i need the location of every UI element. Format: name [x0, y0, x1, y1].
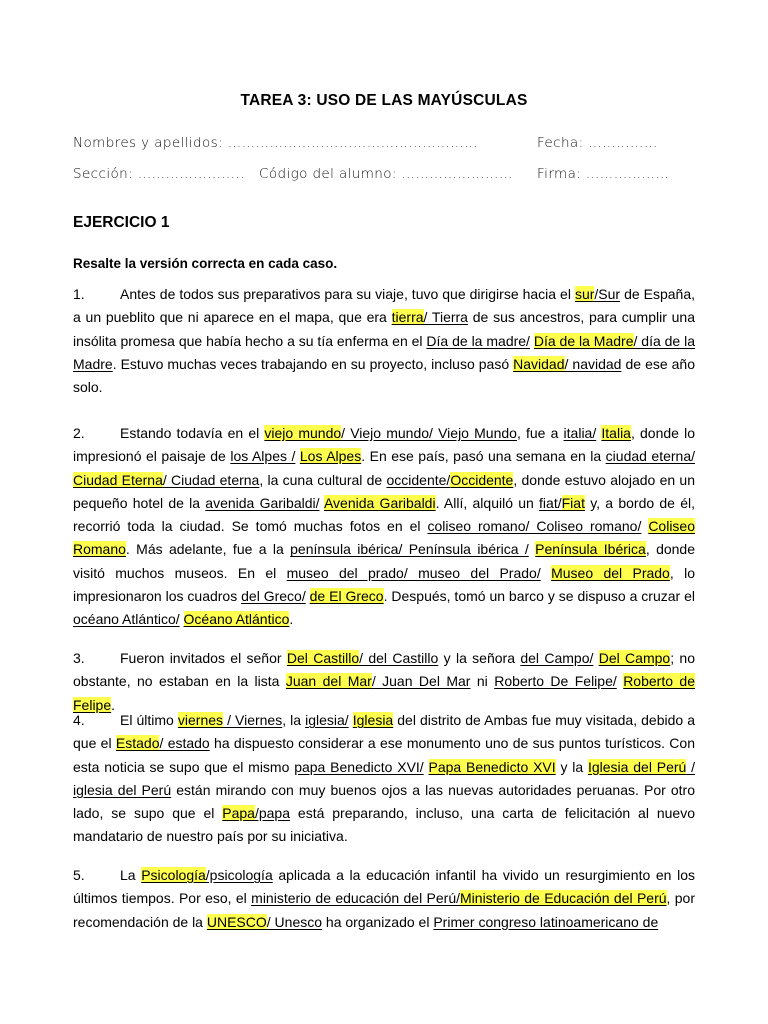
- exercise-title: EJERCICIO 1: [73, 214, 170, 231]
- underlined-option: Primer congreso latinoamericano de: [433, 913, 659, 930]
- paragraph-text: aplicada a la educación infantil ha vivido un resurgimiento en los últimos tiempos. Por eso, el: [73, 867, 695, 907]
- paragraph-text: de España, a un pueblito que ni aparece en el mapa, que era: [73, 286, 695, 326]
- highlighted-answer: tierra: [391, 309, 424, 326]
- underlined-option: iglesia/: [305, 712, 349, 728]
- paragraph-1: [73, 283, 695, 399]
- paragraph-text: [424, 759, 429, 775]
- underlined-option: / Juan Del Mar: [371, 673, 471, 690]
- paragraph-text: .: [289, 611, 294, 628]
- highlighted-answer: Iglesia: [352, 712, 394, 728]
- underlined-option: /papa: [254, 805, 291, 822]
- paragraph-text: . Estuvo muchas veces trabajando en su proyecto, incluso pasó: [112, 355, 514, 372]
- paragraph-text: está preparando, incluso, una carta de felicitación al nuevo mandatario de nuestro país por su iniciativa.: [73, 805, 695, 845]
- highlighted-answer: Día de la Madre: [533, 332, 634, 349]
- highlighted-answer: Avenida Garibaldi: [323, 494, 436, 511]
- paragraph-text: ; no obstante, no estaban en la lista: [73, 650, 696, 690]
- highlighted-answer: Papa Benedicto XVI: [428, 758, 556, 775]
- paragraph-text: , fue a: [516, 425, 564, 441]
- underlined-option: museo del prado/ museo del Prado/: [286, 564, 541, 581]
- paragraph-text: y la señora: [438, 650, 521, 666]
- highlighted-answer: Los Alpes: [299, 448, 362, 465]
- paragraph-text: Fueron invitados el señor: [120, 650, 287, 666]
- instruction-text: Resalte la versión correcta en cada caso.: [73, 256, 338, 271]
- paragraph-text: , donde visitó muchos museos. En el: [73, 541, 696, 581]
- paragraph-text: ha dispuesto considerar a ese monumento uno de sus puntos turísticos. Con esta noticia se supo que el mismo: [73, 735, 695, 775]
- section-field: Sección: ……………........: [73, 166, 245, 182]
- highlighted-answer: viejo mundo: [264, 425, 342, 441]
- paragraph-number: 1.: [73, 286, 85, 302]
- highlighted-answer: Península Ibérica: [535, 541, 646, 558]
- underlined-option: /Sur: [594, 286, 621, 302]
- paragraph-text: La: [120, 867, 142, 883]
- underlined-option: del Greco/: [241, 588, 306, 605]
- paragraph-text: y la: [555, 758, 588, 775]
- paragraph-text: del distrito de Ambas fue muy visitada, debido a que el: [73, 712, 695, 752]
- underlined-option: papa Benedicto XVI/: [294, 758, 424, 775]
- paragraph-text: , por recomendación de la: [73, 890, 696, 930]
- paragraph-text: de sus ancestros, para cumplir una insólita promesa que había hecho a su tía enferma en el: [73, 309, 696, 349]
- paragraph-text: [180, 611, 184, 627]
- paragraph-text: [541, 565, 551, 581]
- highlighted-answer: Museo del Prado: [551, 564, 670, 581]
- paragraph-text: Antes de todos sus preparativos para su viaje, tuvo que dirigirse hacia el: [120, 286, 575, 302]
- paragraph-number: 2.: [73, 425, 85, 441]
- underlined-option: Roberto De Felipe/: [494, 673, 617, 690]
- paragraph-3: [73, 647, 695, 717]
- paragraph-text: , donde lo impresionó el paisaje de: [73, 425, 695, 465]
- underlined-option: / Viernes: [223, 712, 283, 728]
- paragraph-text: , lo impresionaron los cuadros: [73, 564, 695, 605]
- highlighted-answer: Roberto de Felipe: [73, 673, 695, 713]
- highlighted-answer: UNESCO: [206, 913, 267, 930]
- underlined-option: ministerio de educación del Perú/: [251, 890, 461, 907]
- highlighted-answer: viernes: [177, 712, 224, 728]
- paragraph-text: . Después, tomó un barco y se dispuso a cruzar el: [383, 588, 695, 605]
- paragraph-text: . En ese país, pasó una semana en la: [361, 448, 606, 465]
- highlighted-answer: Psicología: [141, 867, 206, 883]
- paragraph-2: [73, 422, 695, 632]
- underlined-option: / estado: [159, 735, 210, 752]
- highlighted-answer: de El Greco: [309, 588, 384, 605]
- paragraph-text: , la cuna cultural de: [259, 471, 387, 488]
- highlighted-answer: Del Campo: [598, 650, 671, 666]
- paragraph-text: ni: [470, 673, 495, 690]
- highlighted-answer: Ciudad Eterna: [73, 471, 163, 488]
- highlighted-answer: Papa: [222, 805, 255, 822]
- highlighted-answer: sur: [574, 286, 595, 302]
- underlined-option: italia/: [563, 425, 597, 441]
- underlined-option: coliseo romano/ Coliseo romano/: [427, 518, 642, 535]
- highlighted-answer: Océano Atlántico: [183, 611, 290, 628]
- highlighted-answer: Fiat: [561, 494, 585, 511]
- underlined-option: avenida Garibaldi/: [205, 494, 320, 511]
- underlined-option: península ibérica/ Península ibérica /: [290, 541, 529, 558]
- underlined-option: Día de la madre/: [426, 332, 530, 349]
- highlighted-answer: Iglesia del Perú: [587, 758, 687, 775]
- underlined-option: ciudad eterna/: [605, 448, 696, 465]
- underlined-option: occidente/: [386, 471, 451, 488]
- underlined-option: / Tierra: [423, 309, 468, 326]
- page-title: TAREA 3: USO DE LAS MAYÚSCULAS: [240, 92, 528, 109]
- underlined-option: fiat/: [539, 494, 562, 511]
- highlighted-answer: Occidente: [450, 471, 514, 488]
- underlined-option: / Ciudad eterna: [162, 471, 260, 488]
- signature-field: Firma: ………………: [537, 166, 670, 182]
- highlighted-answer: Navidad: [513, 355, 565, 372]
- paragraph-text: [593, 650, 598, 666]
- student-code-field: Código del alumno: ……………………: [259, 166, 513, 182]
- names-field: Nombres y apellidos: ………………………………………………: [73, 135, 478, 151]
- underlined-option: océano Atlántico/: [73, 611, 180, 628]
- paragraph-text: , donde estuvo alojado en un pequeño hotel de la: [73, 471, 696, 511]
- date-field: Fecha: ……………: [537, 135, 658, 151]
- highlighted-answer: Coliseo Romano: [73, 518, 696, 558]
- underlined-option: /psicología: [205, 867, 273, 883]
- underlined-option: / iglesia del Perú: [73, 758, 696, 798]
- underlined-option: / Unesco: [266, 913, 323, 930]
- paragraph-text: y, a bordo de él, recorrió toda la ciudad. Se tomó muchas fotos en el: [73, 494, 695, 535]
- highlighted-answer: Del Castillo: [286, 650, 360, 666]
- paragraph-text: ha organizado el: [322, 913, 434, 930]
- paragraph-5: [73, 864, 695, 934]
- paragraph-text: están mirando con muy buenos ojos a las nuevas autoridades peruanas. Por otro lado, se supo que el: [73, 781, 695, 822]
- paragraph-text: de ese año solo.: [73, 355, 696, 396]
- highlighted-answer: Italia: [601, 425, 631, 441]
- underlined-option: / día de la Madre: [73, 332, 696, 372]
- underlined-option: del Campo/: [520, 650, 594, 666]
- paragraph-number: 4.: [73, 712, 85, 728]
- highlighted-answer: Estado: [115, 735, 160, 752]
- underlined-option: / navidad: [564, 355, 622, 372]
- paragraph-text: El último: [120, 712, 178, 728]
- underlined-option: / del Castillo: [359, 650, 439, 666]
- paragraph-number: 5.: [73, 867, 85, 883]
- highlighted-answer: Juan del Mar: [285, 673, 372, 690]
- paragraph-text: , la: [282, 712, 306, 728]
- paragraph-number: 3.: [73, 650, 85, 666]
- paragraph-4: [73, 709, 695, 849]
- highlighted-answer: Ministerio de Educación del Perú: [460, 890, 667, 907]
- underlined-option: / Viejo mundo/ Viejo Mundo: [341, 425, 517, 441]
- paragraph-text: .: [111, 696, 116, 713]
- underlined-option: los Alpes /: [230, 448, 296, 465]
- paragraph-text: Estando todavía en el: [120, 425, 265, 441]
- paragraph-text: . Más adelante, fue a la: [125, 541, 291, 558]
- paragraph-text: . Allí, alquiló un: [435, 494, 540, 511]
